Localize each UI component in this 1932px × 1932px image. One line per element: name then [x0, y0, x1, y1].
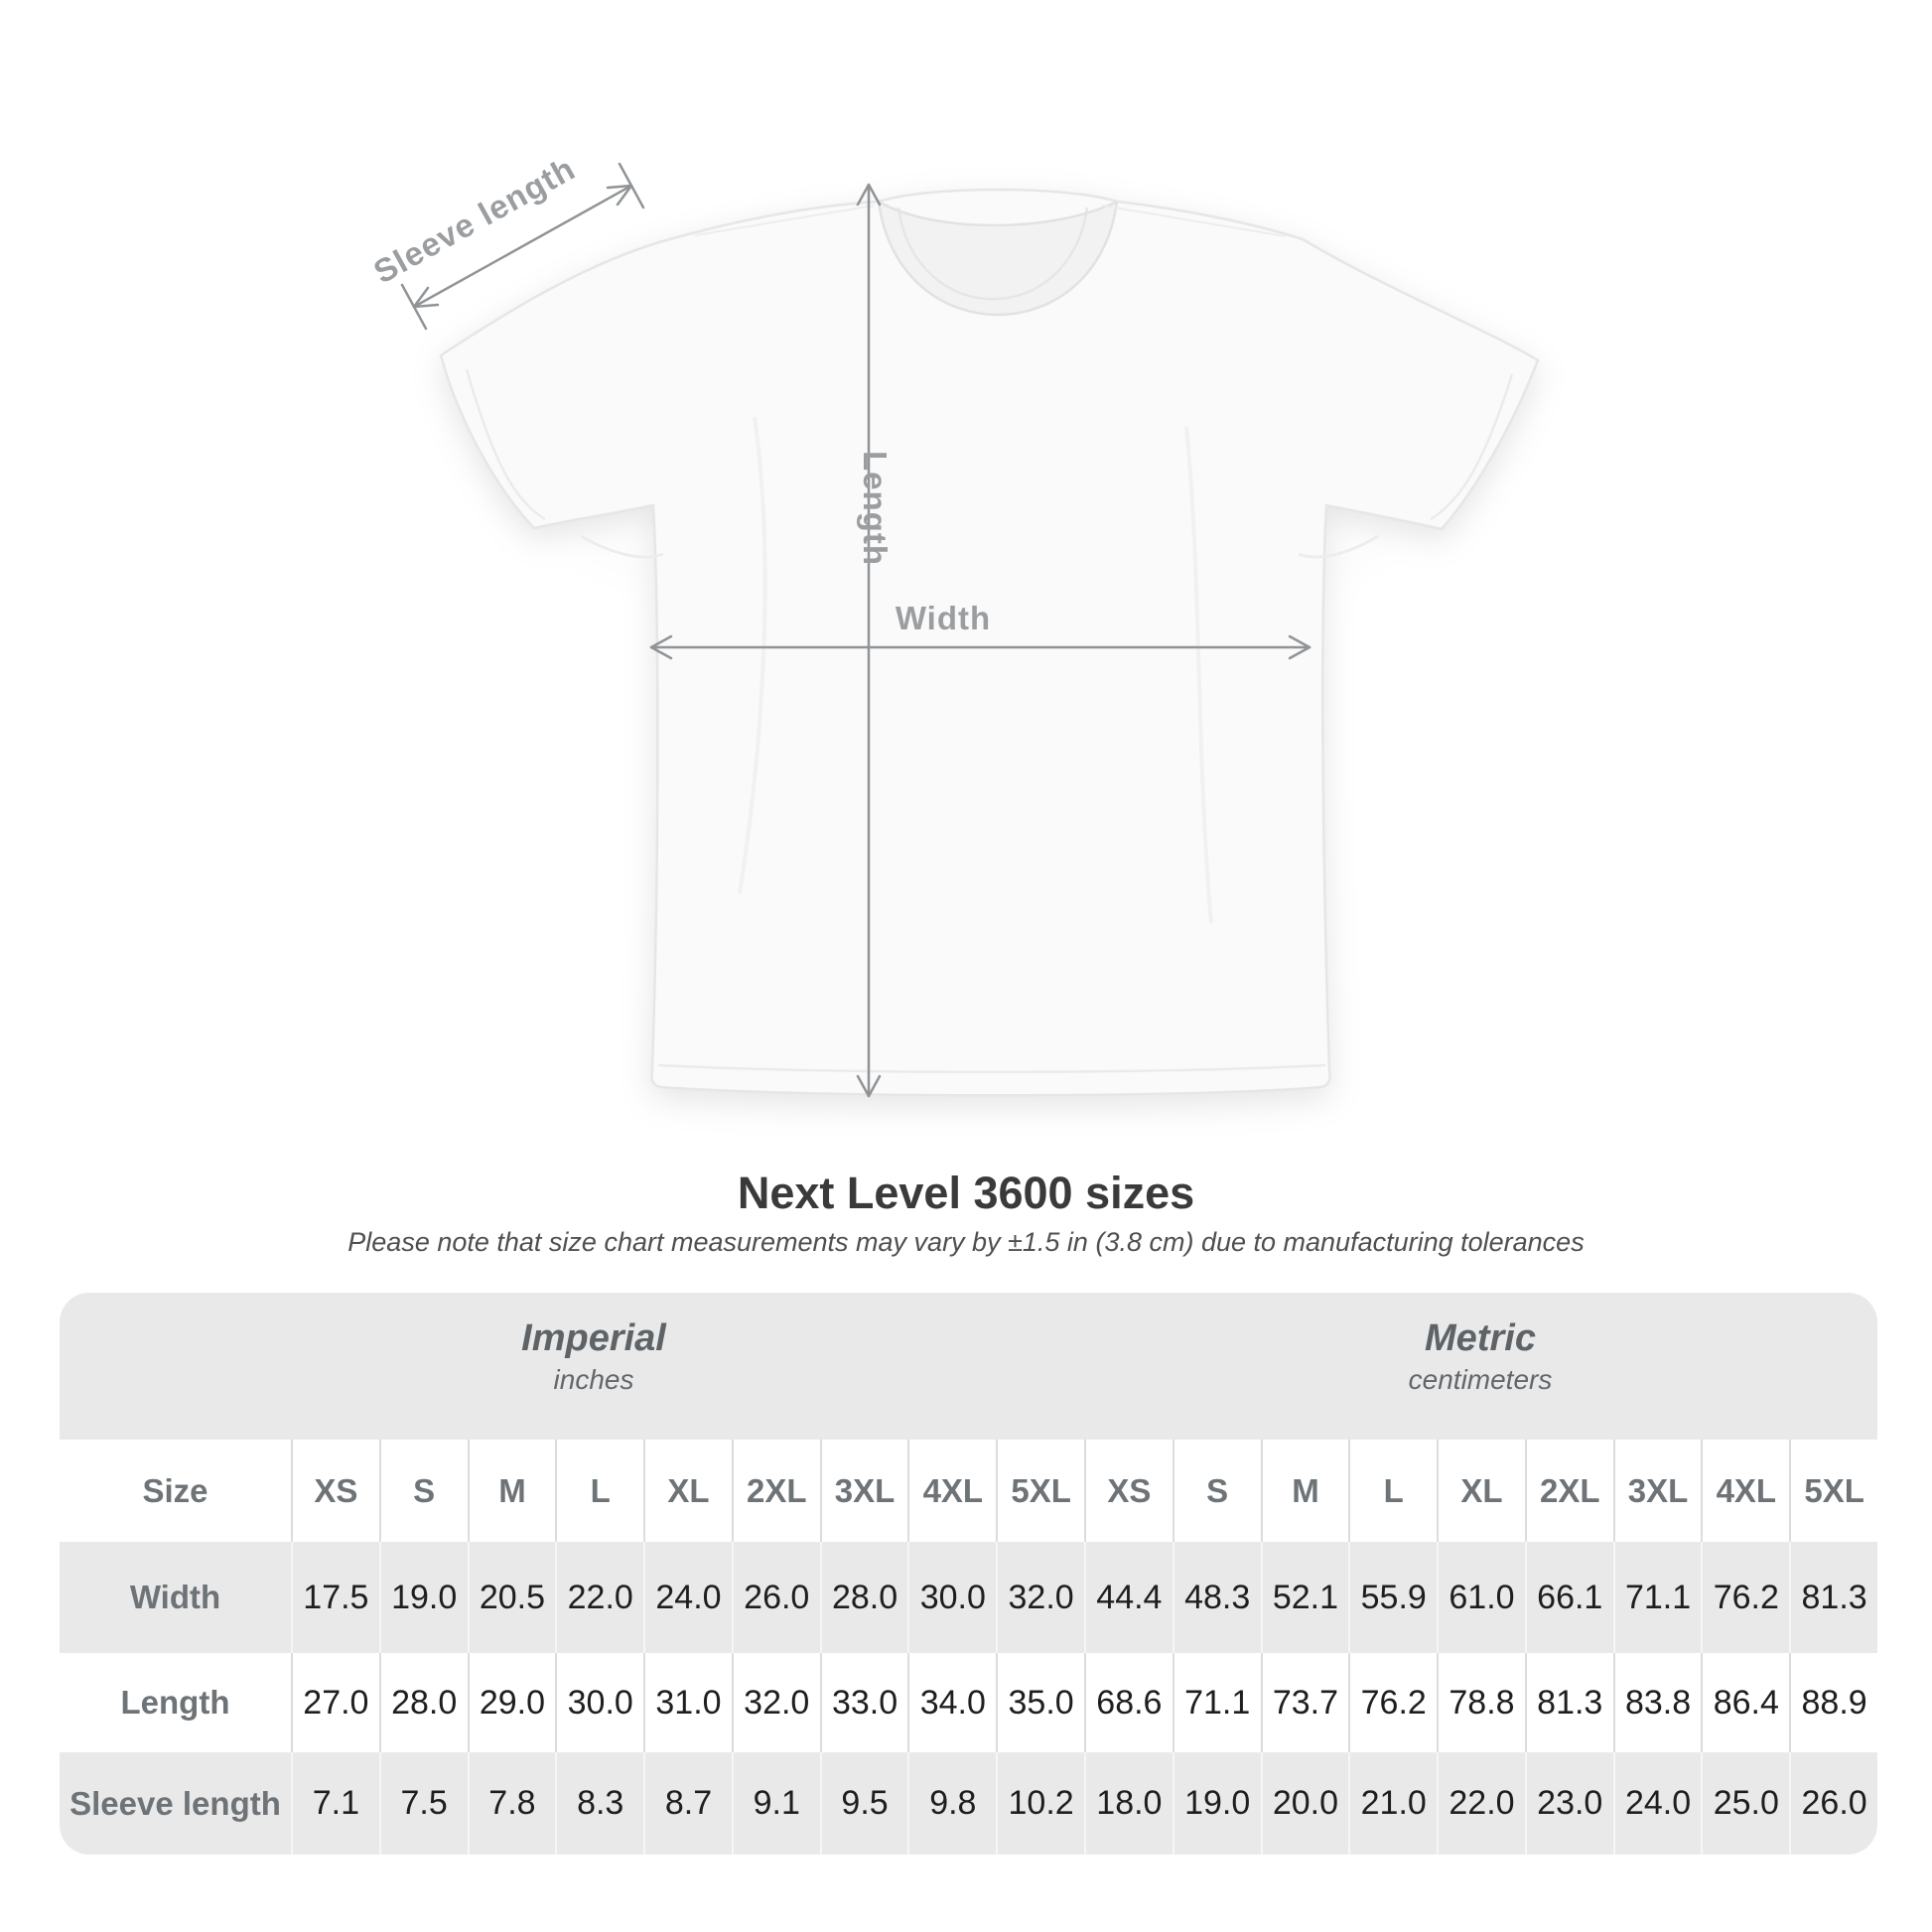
- size-col-header-imperial-l: L: [555, 1440, 643, 1542]
- length-imperial-m: 29.0: [468, 1653, 556, 1752]
- width-metric-3xl: 71.1: [1613, 1542, 1702, 1653]
- length-metric-4xl: 86.4: [1701, 1653, 1789, 1752]
- width-metric-4xl: 76.2: [1701, 1542, 1789, 1653]
- metric-header: [1409, 1316, 1553, 1400]
- imperial-header: [521, 1316, 666, 1400]
- sleeve-metric-3xl: 24.0: [1613, 1752, 1702, 1855]
- length-imperial-l: 30.0: [555, 1653, 643, 1752]
- sleeve-metric-l: 21.0: [1348, 1752, 1437, 1855]
- sleeve-length-label: Sleeve length: [367, 149, 582, 291]
- row-label-width: Width: [129, 1579, 221, 1615]
- tshirt-illustration: [441, 190, 1538, 1095]
- length-imperial-5xl: 35.0: [996, 1653, 1084, 1752]
- width-imperial-m: 20.5: [468, 1542, 556, 1653]
- length-metric-2xl: 81.3: [1525, 1653, 1613, 1752]
- width-metric-2xl: 66.1: [1525, 1542, 1613, 1653]
- width-metric-xl: 61.0: [1437, 1542, 1525, 1653]
- sleeve-metric-xs: 18.0: [1084, 1752, 1173, 1855]
- width-imperial-l: 22.0: [555, 1542, 643, 1653]
- sleeve-imperial-l: 8.3: [555, 1752, 643, 1855]
- sleeve-imperial-3xl: 9.5: [820, 1752, 908, 1855]
- length-metric-xl: 78.8: [1437, 1653, 1525, 1752]
- metric-unit: centimeters: [1408, 1364, 1553, 1395]
- size-col-header-imperial-3xl: 3XL: [820, 1440, 908, 1542]
- width-imperial-xs: 17.5: [291, 1542, 379, 1653]
- size-col-header-imperial-5xl: 5XL: [996, 1440, 1084, 1542]
- width-imperial-xl: 24.0: [643, 1542, 732, 1653]
- width-label: Width: [895, 600, 992, 636]
- sleeve-imperial-4xl: 9.8: [907, 1752, 996, 1855]
- length-row: [60, 1653, 1877, 1752]
- width-imperial-3xl: 28.0: [820, 1542, 908, 1653]
- size-col-header-imperial-2xl: 2XL: [732, 1440, 820, 1542]
- size-col-header-metric-5xl: 5XL: [1789, 1440, 1877, 1542]
- size-col-header-metric-s: S: [1173, 1440, 1261, 1542]
- sleeve-imperial-s: 7.5: [379, 1752, 468, 1855]
- width-metric-s: 48.3: [1173, 1542, 1261, 1653]
- sleeve-metric-5xl: 26.0: [1789, 1752, 1877, 1855]
- size-col-header-metric-m: M: [1261, 1440, 1349, 1542]
- sleeve-imperial-m: 7.8: [468, 1752, 556, 1855]
- size-col-header-imperial-m: M: [468, 1440, 556, 1542]
- size-col-header-metric-xl: XL: [1437, 1440, 1525, 1542]
- length-imperial-s: 28.0: [379, 1653, 468, 1752]
- width-imperial-2xl: 26.0: [732, 1542, 820, 1653]
- length-metric-m: 73.7: [1261, 1653, 1349, 1752]
- sleeve-metric-xl: 22.0: [1437, 1752, 1525, 1855]
- sleeve-metric-m: 20.0: [1261, 1752, 1349, 1855]
- length-imperial-xl: 31.0: [643, 1653, 732, 1752]
- sleeve-imperial-2xl: 9.1: [732, 1752, 820, 1855]
- length-metric-5xl: 88.9: [1789, 1653, 1877, 1752]
- row-label-length: Length: [120, 1684, 230, 1721]
- length-imperial-4xl: 34.0: [907, 1653, 996, 1752]
- size-col-header-imperial-xs: XS: [291, 1440, 379, 1542]
- size-col-header-imperial-xl: XL: [643, 1440, 732, 1542]
- size-col-header-imperial-s: S: [379, 1440, 468, 1542]
- sleeve-length-row: [60, 1752, 1877, 1855]
- tolerance-note: Please note that size chart measurements may vary by ±1.5 in (3.8 cm) due to manufacturing tolerances: [347, 1227, 1585, 1257]
- width-imperial-s: 19.0: [379, 1542, 468, 1653]
- width-metric-5xl: 81.3: [1789, 1542, 1877, 1653]
- length-label: Length: [857, 451, 894, 566]
- length-metric-xs: 68.6: [1084, 1653, 1173, 1752]
- sleeve-metric-s: 19.0: [1173, 1752, 1261, 1855]
- size-corner-header: Size: [142, 1471, 208, 1509]
- size-col-header-imperial-4xl: 4XL: [907, 1440, 996, 1542]
- imperial-unit: inches: [553, 1364, 634, 1395]
- size-col-header-metric-2xl: 2XL: [1525, 1440, 1613, 1542]
- sleeve-metric-2xl: 23.0: [1525, 1752, 1613, 1855]
- sleeve-imperial-xs: 7.1: [291, 1752, 379, 1855]
- row-label-sleeve-length: Sleeve length: [69, 1784, 281, 1822]
- size-col-header-metric-xs: XS: [1084, 1440, 1173, 1542]
- sleeve-metric-4xl: 25.0: [1701, 1752, 1789, 1855]
- size-table: [60, 1293, 1877, 1855]
- unit-header-band: [60, 1293, 1877, 1440]
- width-imperial-4xl: 30.0: [907, 1542, 996, 1653]
- width-metric-m: 52.1: [1261, 1542, 1349, 1653]
- length-metric-s: 71.1: [1173, 1653, 1261, 1752]
- length-metric-l: 76.2: [1348, 1653, 1437, 1752]
- width-metric-l: 55.9: [1348, 1542, 1437, 1653]
- imperial-label: Imperial: [521, 1317, 666, 1359]
- width-metric-xs: 44.4: [1084, 1542, 1173, 1653]
- size-col-header-metric-3xl: 3XL: [1613, 1440, 1702, 1542]
- length-imperial-3xl: 33.0: [820, 1653, 908, 1752]
- length-imperial-2xl: 32.0: [732, 1653, 820, 1752]
- width-row: [60, 1542, 1877, 1653]
- width-imperial-5xl: 32.0: [996, 1542, 1084, 1653]
- size-col-header-metric-l: L: [1348, 1440, 1437, 1542]
- metric-label: Metric: [1425, 1317, 1536, 1359]
- length-metric-3xl: 83.8: [1613, 1653, 1702, 1752]
- size-col-header-metric-4xl: 4XL: [1701, 1440, 1789, 1542]
- sleeve-imperial-xl: 8.7: [643, 1752, 732, 1855]
- size-header-row: [60, 1440, 1877, 1542]
- length-imperial-xs: 27.0: [291, 1653, 379, 1752]
- sleeve-imperial-5xl: 10.2: [996, 1752, 1084, 1855]
- page-title: Next Level 3600 sizes: [737, 1168, 1195, 1218]
